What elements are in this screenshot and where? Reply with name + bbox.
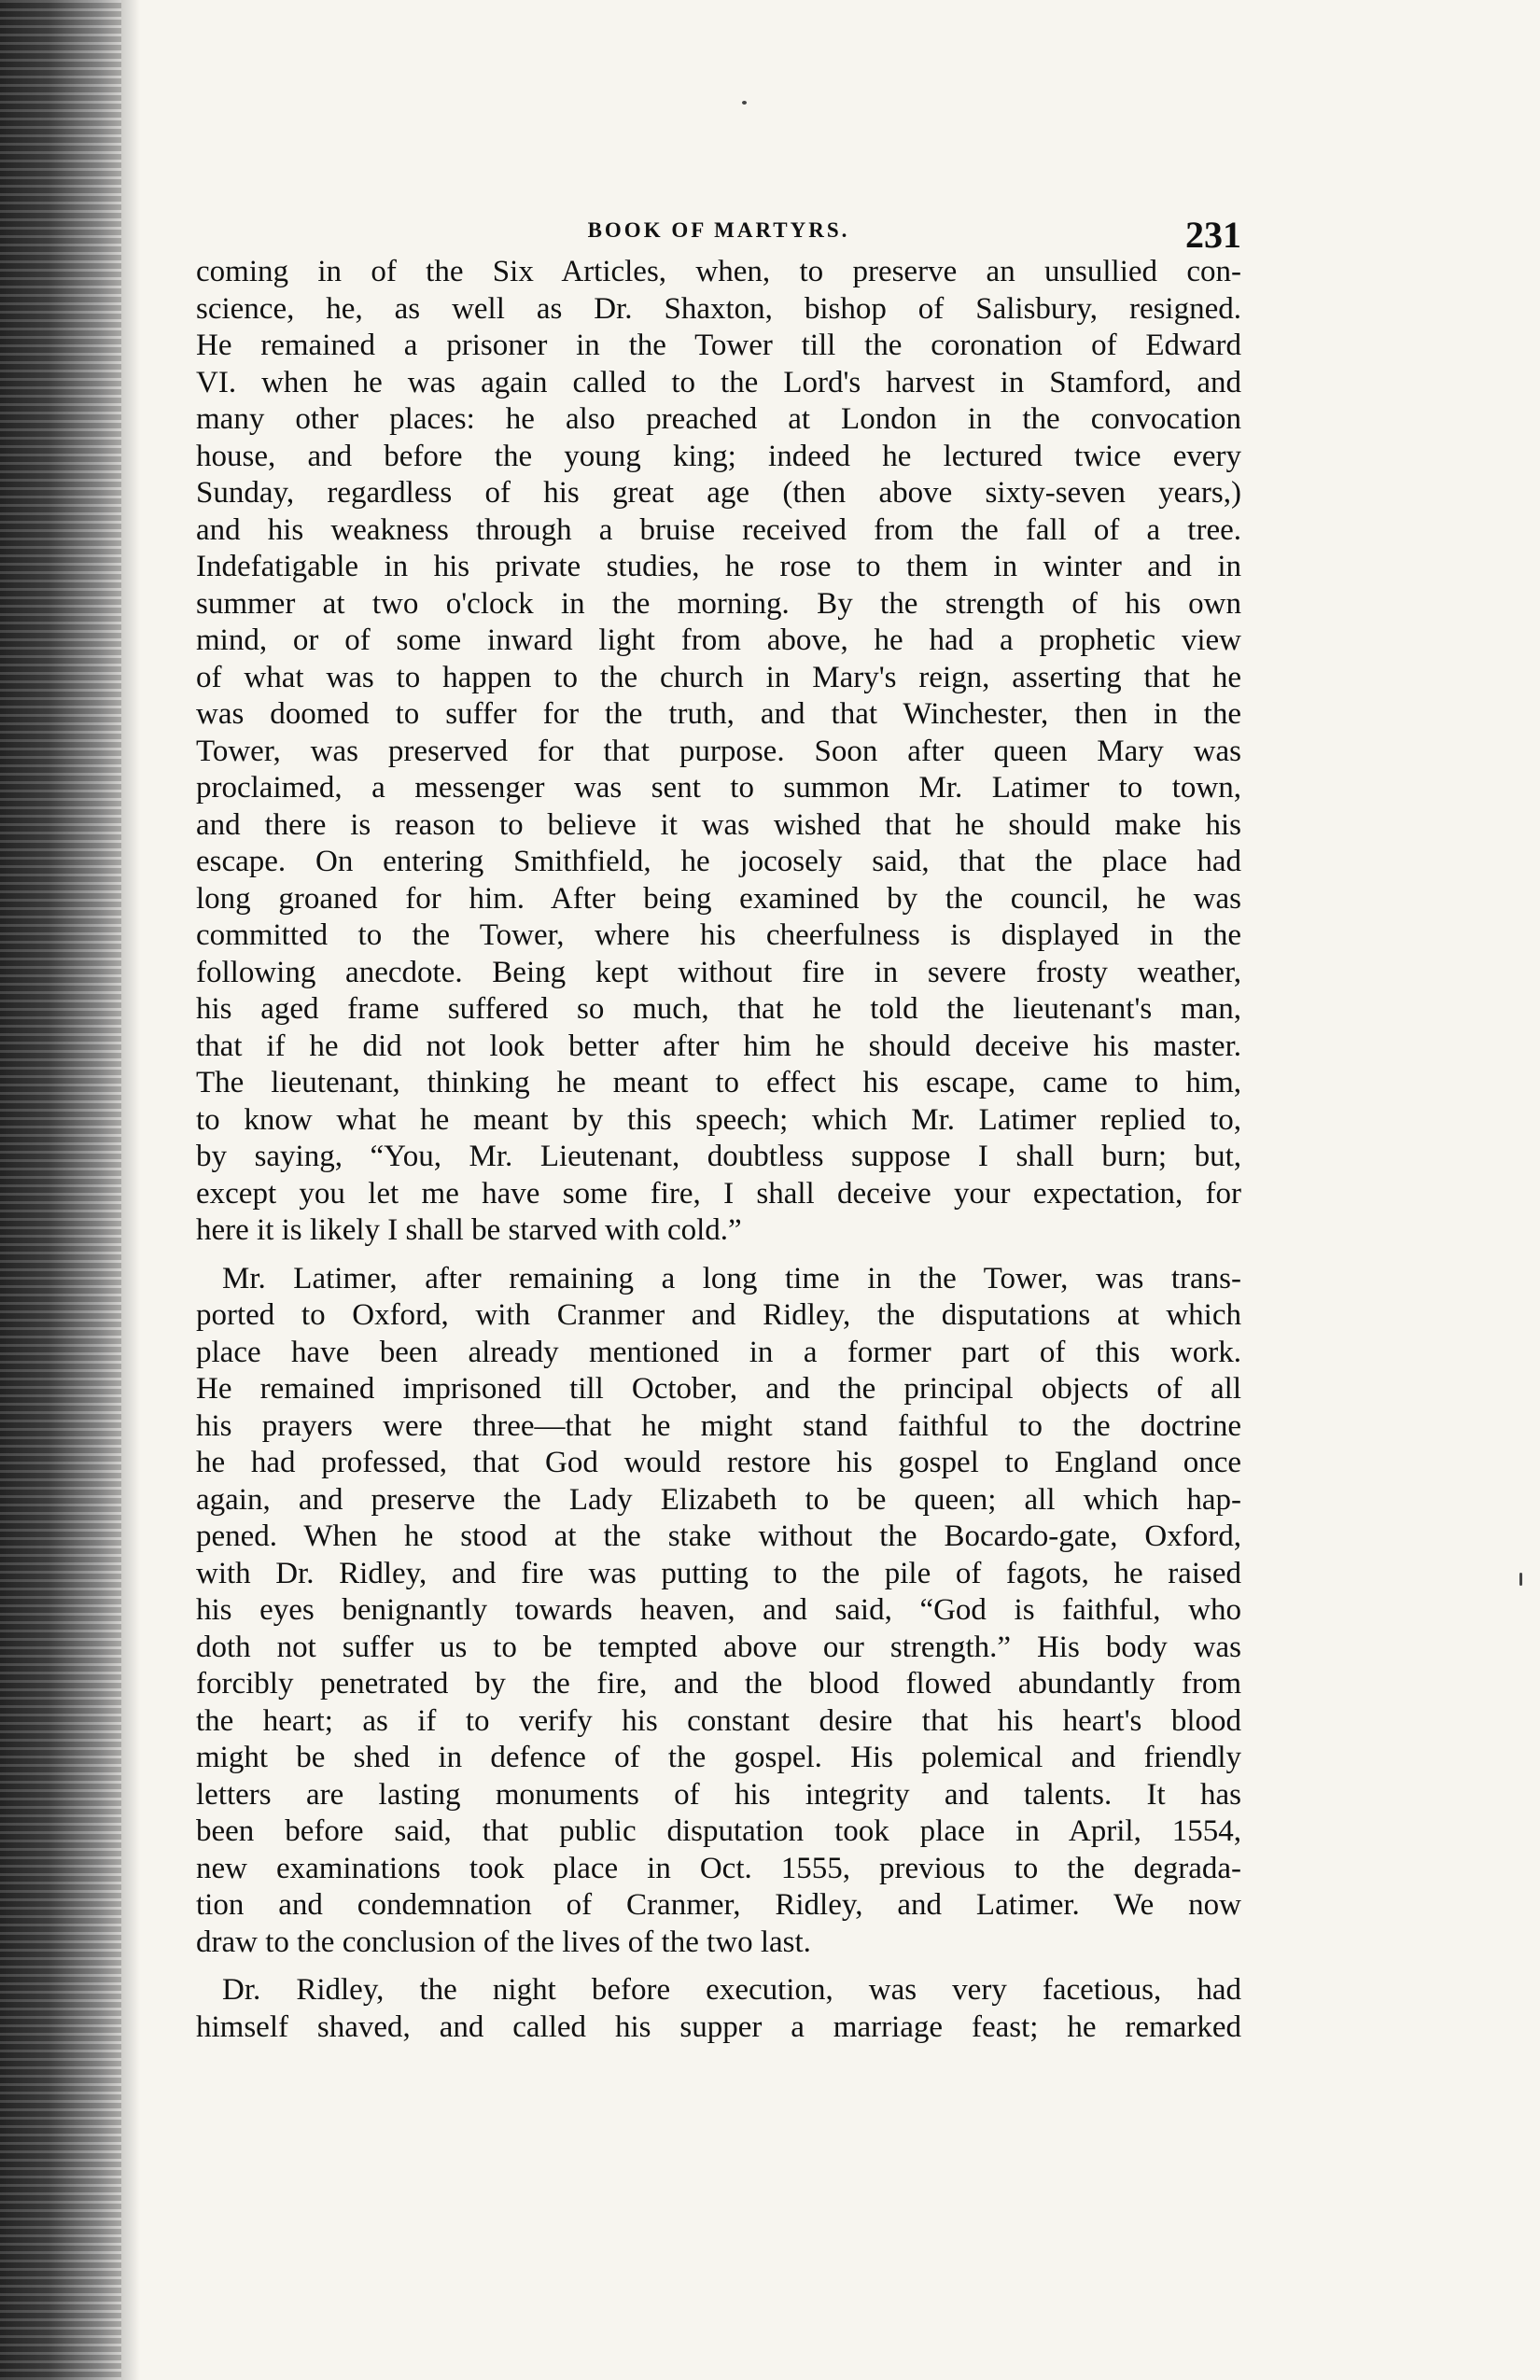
book-spine-streaks [0, 0, 121, 2380]
text-line: proclaimed, a messenger was sent to summon Mr. Latimer to town, [196, 771, 1241, 805]
text-line: Dr. Ridley, the night before execution, was very facetious, had [222, 1973, 1241, 2007]
text-line: forcibly penetrated by the fire, and the blood flowed abundantly from [196, 1667, 1241, 1701]
text-line: here it is likely I shall be starved with cold.” [196, 1213, 742, 1247]
text-line: long groaned for him. After being examined by the council, he was [196, 881, 1241, 916]
text-line: coming in of the Six Articles, when, to preserve an unsullied con- [196, 255, 1241, 288]
text-line: been before said, that public disputation took place in April, 1554, [196, 1814, 1241, 1848]
text-line: might be shed in defence of the gospel. His polemical and friendly [196, 1741, 1241, 1774]
text-line: place have been already mentioned in a former part of this work. [196, 1335, 1241, 1369]
text-line: Sunday, regardless of his great age (then above sixty-seven years,) [196, 476, 1241, 510]
text-line: VI. when he was again called to the Lord's harvest in Stamford, and [196, 365, 1241, 399]
text-line: doth not suffer us to be tempted above our strength.” His body was [196, 1630, 1241, 1664]
text-line: of what was to happen to the church in Mary's reign, asserting that he [196, 660, 1241, 694]
paragraph [196, 254, 1241, 1250]
text-line: house, and before the young king; indeed he lectured twice every [196, 439, 1241, 473]
text-line: The lieutenant, thinking he meant to effect his escape, came to him, [196, 1066, 1241, 1099]
text-line: Tower, was preserved for that purpose. Soon after queen Mary was [196, 734, 1241, 768]
text-line: science, he, as well as Dr. Shaxton, bishop of Salisbury, resigned. [196, 291, 1241, 326]
text-line: the heart; as if to verify his constant desire that his heart's blood [196, 1703, 1241, 1738]
text-line: to know what he meant by this speech; which Mr. Latimer replied to, [196, 1102, 1241, 1137]
text-line: ported to Oxford, with Cranmer and Ridley, the disputations at which [196, 1298, 1241, 1332]
page-number: 231 [1185, 214, 1241, 256]
text-line: pened. When he stood at the stake without the Bocardo-gate, Oxford, [196, 1519, 1241, 1553]
text-line: with Dr. Ridley, and fire was putting to the pile of fagots, he raised [196, 1556, 1241, 1590]
text-line: following anecdote. Being kept without fire in severe frosty weather, [196, 955, 1241, 989]
text-line: his aged frame suffered so much, that he told the lieutenant's man, [196, 992, 1241, 1026]
paragraph [196, 1972, 1241, 2046]
text-line: letters are lasting monuments of his integrity and talents. It has [196, 1777, 1241, 1812]
text-line: He remained a prisoner in the Tower till the coronation of Edward [196, 329, 1241, 362]
text-line: many other places: he also preached at London in the convocation [196, 402, 1241, 436]
text-line: he had professed, that God would restore his gospel to England once [196, 1446, 1241, 1479]
text-line: himself shaved, and called his supper a marriage feast; he remarked [196, 2009, 1241, 2044]
text-line: draw to the conclusion of the lives of the two last. [196, 1925, 811, 1959]
text-line: by saying, “You, Mr. Lieutenant, doubtless suppose I shall burn; but, [196, 1140, 1241, 1173]
text-line: except you let me have some fire, I shall deceive your expectation, for [196, 1176, 1241, 1211]
dust-speck [742, 101, 747, 105]
paragraph [196, 1261, 1241, 1962]
text-line: He remained imprisoned till October, and the principal objects of all [196, 1372, 1241, 1406]
text-line: was doomed to suffer for the truth, and that Winchester, then in the [196, 697, 1241, 731]
text-line: tion and condemnation of Cranmer, Ridley, and Latimer. We now [196, 1888, 1241, 1922]
text-line: new examinations took place in Oct. 1555, previous to the degrada- [196, 1851, 1241, 1885]
text-line: his eyes benignantly towards heaven, and said, “God is faithful, who [196, 1593, 1241, 1627]
text-line: and there is reason to believe it was wished that he should make his [196, 807, 1241, 842]
body-text [196, 254, 1241, 2046]
text-line: Mr. Latimer, after remaining a long time in the Tower, was trans- [222, 1261, 1241, 1295]
text-line: summer at two o'clock in the morning. By the strength of his own [196, 586, 1241, 621]
dust-speck [1519, 1573, 1522, 1586]
text-line: committed to the Tower, where his cheerfulness is displayed in the [196, 918, 1241, 952]
text-line: that if he did not look better after him he should deceive his master. [196, 1029, 1241, 1063]
paragraph-gap [196, 1250, 1241, 1261]
text-line: escape. On entering Smithfield, he jocosely said, that the place had [196, 845, 1241, 878]
text-line: his prayers were three—that he might stand faithful to the doctrine [196, 1408, 1241, 1443]
paragraph-gap [196, 1961, 1241, 1972]
text-line: and his weakness through a bruise received from the fall of a tree. [196, 512, 1241, 547]
text-line: again, and preserve the Lady Elizabeth to be queen; all which hap- [196, 1482, 1241, 1517]
text-line: Indefatigable in his private studies, he rose to them in winter and in [196, 550, 1241, 583]
running-title: BOOK OF MARTYRS. [587, 218, 850, 242]
text-line: mind, or of some inward light from above, he had a prophetic view [196, 623, 1241, 657]
